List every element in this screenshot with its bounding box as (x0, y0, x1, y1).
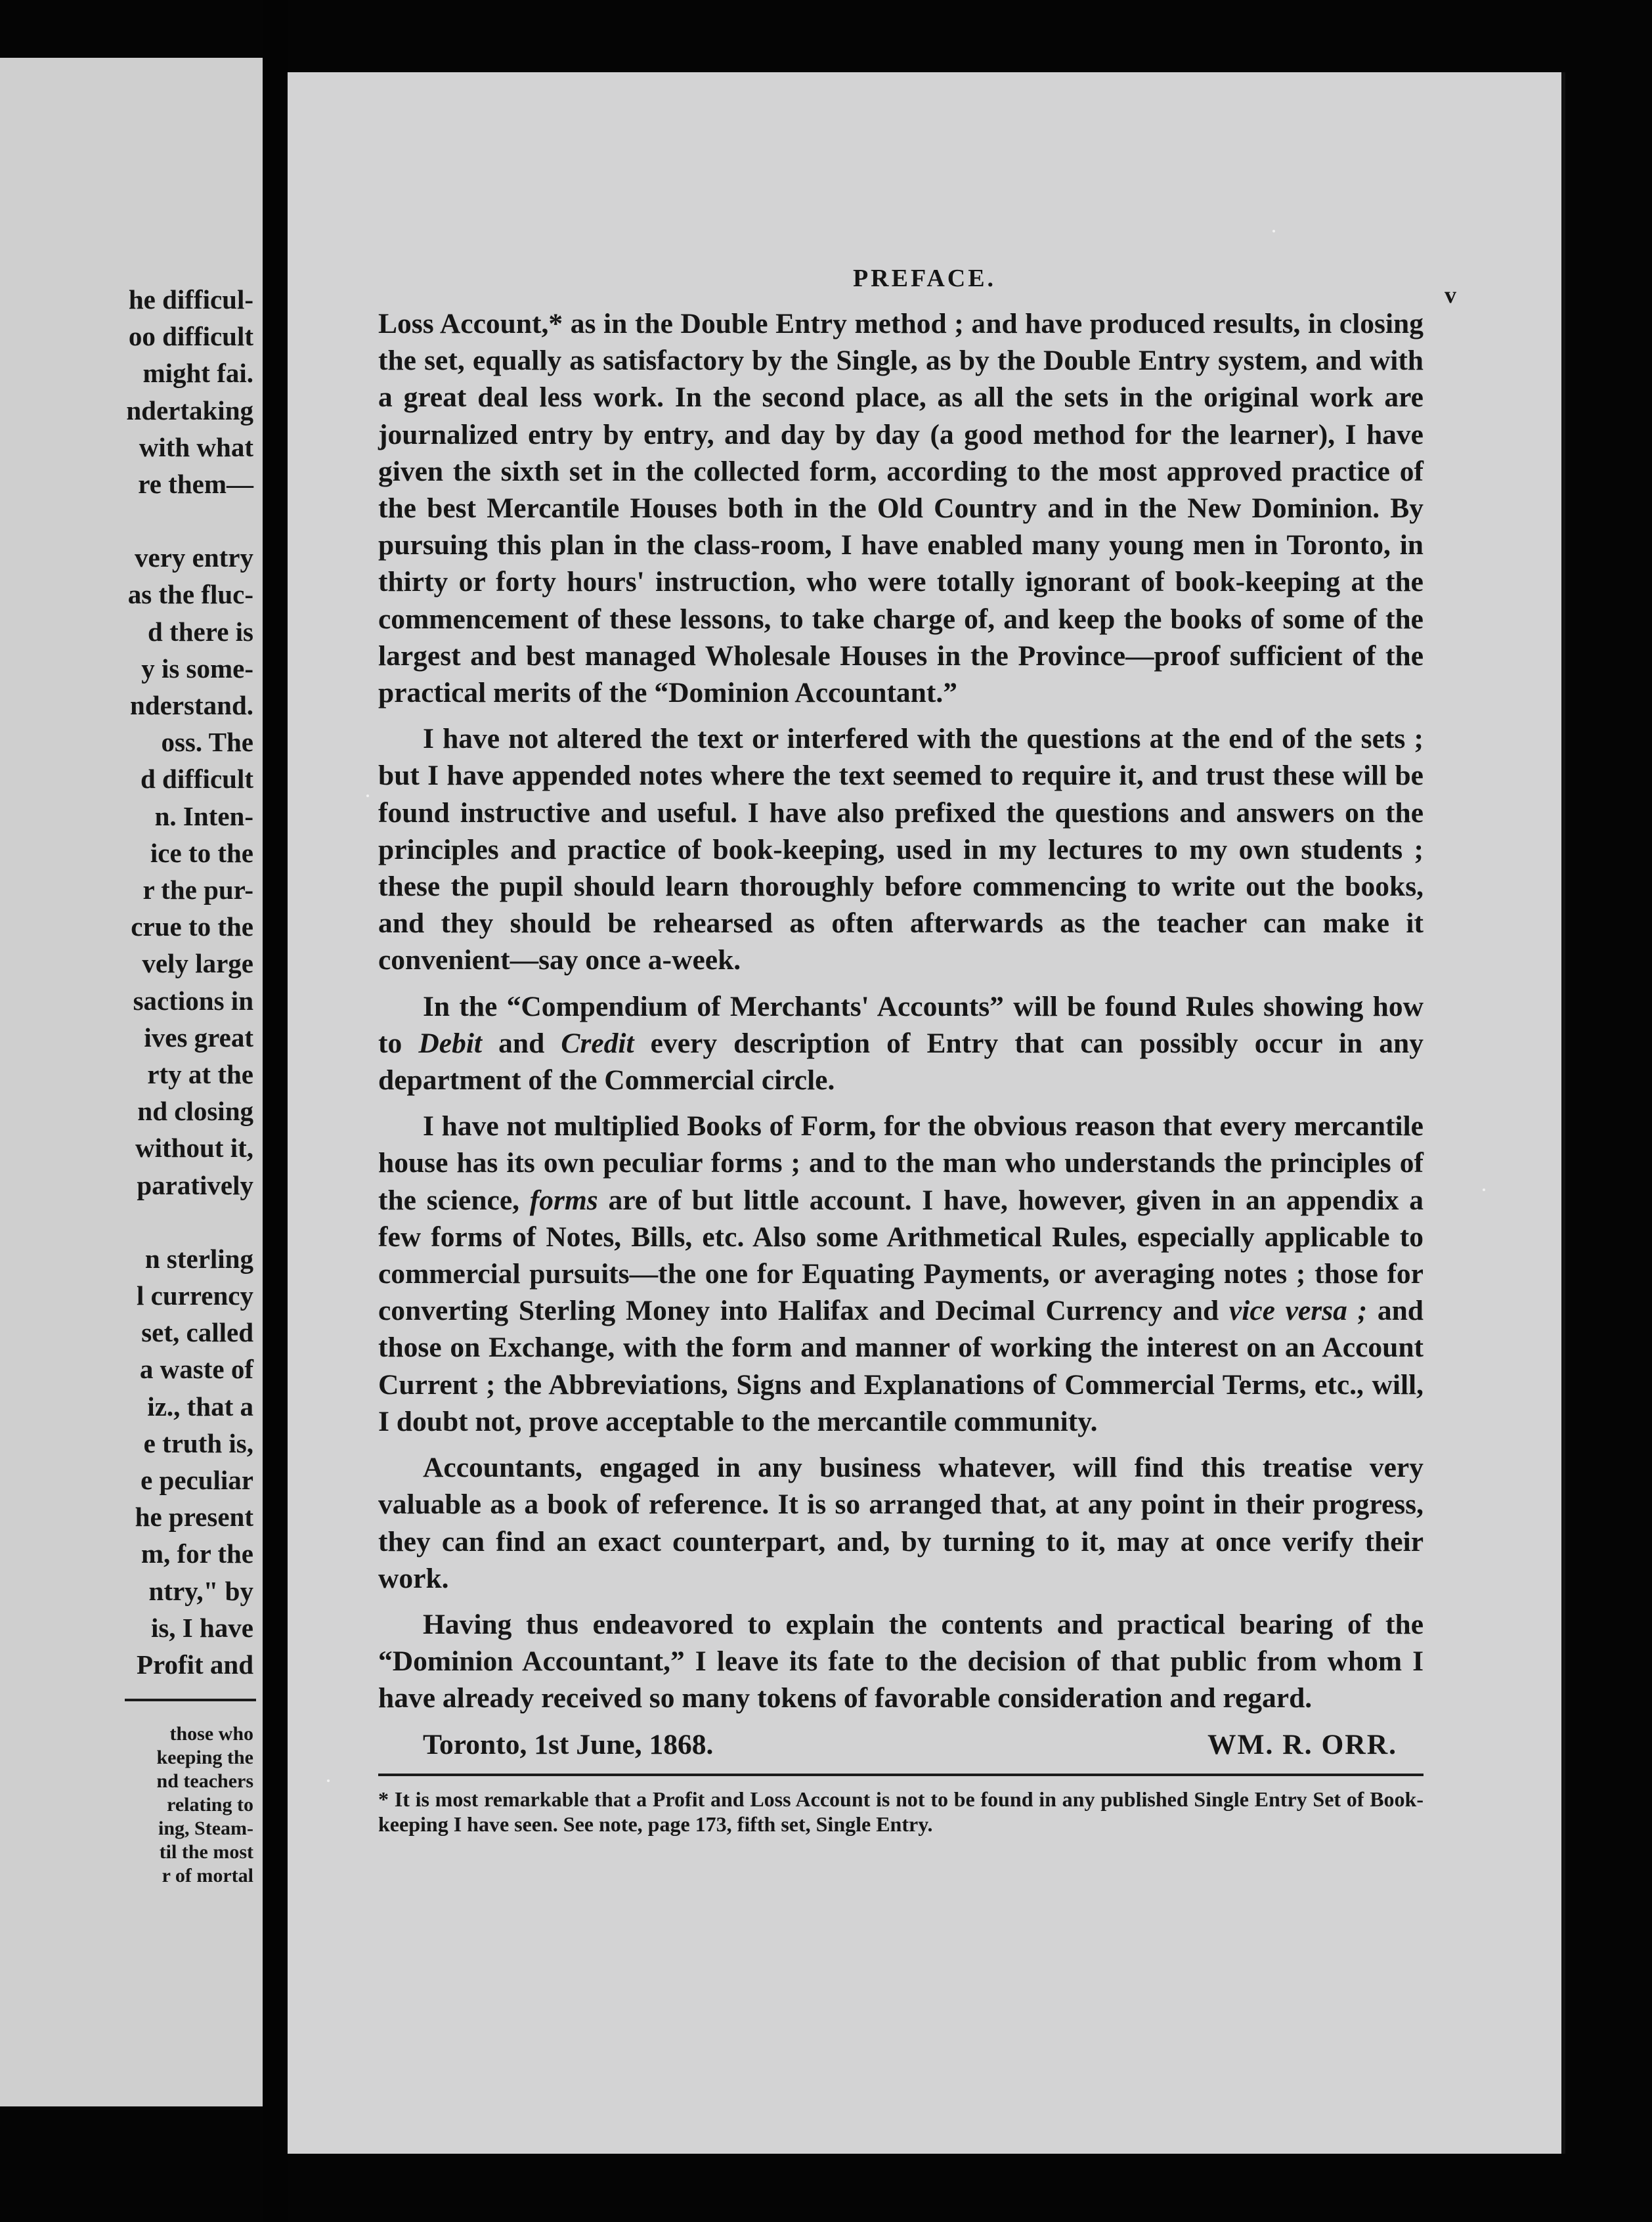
book-gutter (263, 0, 288, 2222)
preface-page (288, 72, 1565, 2154)
left-page-line: with what (139, 431, 253, 462)
left-page-line: oss. The (161, 727, 253, 758)
left-facing-page (0, 58, 263, 2106)
footnote: * It is most remarkable that a Profit and Loss Account is not to be found in any published Single Entry Set of Book-keeping I have seen. See note, page 173, fifth set, Single Entry. (378, 1787, 1424, 1836)
running-head: PREFACE. (852, 265, 997, 292)
left-page-line: n. Inten- (154, 800, 253, 831)
forms-term: forms (529, 1184, 598, 1216)
place-date: Toronto, 1st June, 1868. (423, 1728, 714, 1760)
debit-term: Debit (418, 1027, 483, 1059)
paragraph-5: Accountants, engaged in any business whatever, will find this treatise very valuable as a book of reference. It is so arranged that, at any point in their progress, they can find an exact counterpart, and, by turning to it, may at once verify their work. (378, 1452, 1424, 1594)
left-page-line: nd closing (137, 1096, 253, 1127)
left-page-line: rty at the (147, 1059, 253, 1089)
left-page-line: might fai. (142, 358, 253, 389)
left-page-line: n sterling (144, 1243, 253, 1274)
footnote-rule (378, 1774, 1424, 1776)
paper-speck (366, 795, 369, 797)
paper-speck (1272, 230, 1275, 232)
left-footnote-line: relating to (167, 1794, 253, 1816)
credit-term: Credit (561, 1027, 634, 1059)
paragraph-4-text-b: are of but little account. I have, however, given in an appendix a few forms of Notes, Bills, etc. Also some Arithmetical Rules, especially applicable to commercial pursuits—the one for Equating Payments, or averaging notes ; those for converting Sterling Money into Halifax and Decimal Currency and (378, 1184, 1424, 1327)
left-page-line: re them— (138, 469, 253, 499)
left-page-line: d there is (148, 616, 253, 647)
paragraph-3 (378, 988, 1424, 1099)
paragraph-4 (378, 1108, 1424, 1440)
left-page-line: is, I have (150, 1612, 253, 1643)
left-page-line: d difficult (141, 764, 253, 795)
left-page-line: crue to the (131, 911, 253, 942)
left-page-line: vely large (142, 948, 253, 979)
left-page-line: ice to the (150, 837, 253, 868)
left-page-line: e peculiar (141, 1465, 253, 1495)
left-footnote-line: til the most (159, 1841, 253, 1863)
left-page-line: m, for the (141, 1538, 253, 1569)
preface-body (378, 305, 1424, 1846)
left-footnote-line: ing, Steam- (158, 1818, 253, 1840)
left-page-line: nderstand. (130, 690, 253, 720)
left-page-line: e truth is, (143, 1427, 253, 1458)
paragraph-4-text-a: I have not multiplied Books of Form, for the obvious reason that every mercantile house has its own peculiar forms ; and to the man who understands the principles of the science, (378, 1110, 1424, 1216)
paragraph-4-text-c: and those on Exchange, with the form and manner of working the interest on an Account Current ; the Abbreviations, Signs and Explanations of Commercial Terms, etc., will, I doubt not, prove acceptable to the mercantile community. (378, 1295, 1424, 1437)
paragraph-3-text-a: In the “Compendium of Merchants' Accounts” will be found Rules showing how to (378, 990, 1424, 1059)
left-page-line: iz., that a (147, 1391, 253, 1422)
left-page-line: Profit and (136, 1649, 253, 1680)
paragraph-3-text-b: and (482, 1027, 561, 1059)
left-footnote-line: nd teachers (156, 1770, 253, 1793)
left-page-line: sactions in (133, 985, 253, 1016)
left-page-footnote-rule (125, 1699, 256, 1701)
author-signature: WM. R. ORR. (1207, 1728, 1397, 1760)
left-page-line: a waste of (139, 1354, 253, 1385)
left-page-line: he difficul- (128, 284, 253, 315)
left-page-line: ndertaking (126, 395, 253, 425)
left-page-line: very entry (135, 542, 253, 573)
page-number: v (1445, 282, 1456, 308)
left-page-line: l currency (137, 1280, 253, 1311)
vice-versa-term: vice versa ; (1228, 1295, 1368, 1327)
left-page-line: as the fluc- (127, 579, 253, 610)
left-page-line: ives great (144, 1022, 253, 1053)
paper-speck (327, 1779, 330, 1782)
left-footnote-line: r of mortal (162, 1865, 253, 1887)
paragraph-6: Having thus endeavored to explain the contents and practical bearing of the “Dominion Accountant,” I leave its fate to the decision of that public from whom I have already received so many tokens of favorable consideration and regard. (378, 1608, 1424, 1714)
left-page-line: y is some- (141, 653, 253, 684)
left-page-line: oo difficult (128, 321, 253, 352)
left-page-line: set, called (141, 1317, 253, 1348)
left-footnote-line: keeping the (156, 1747, 253, 1769)
left-page-line: he present (135, 1502, 253, 1533)
left-page-line: without it, (135, 1133, 253, 1164)
paragraph-2: I have not altered the text or interfered with the questions at the end of the sets ; but I have appended notes where the text seemed to require it, and trust these will be found instructive and useful. I have also prefixed the questions and answers on the principles and practice of book-keeping, used in my lectures to my own students ; these the pupil should learn thoroughly before commencing to write out the books, and they should be rehearsed as often afterwards as the teacher can make it convenient—say once a-week. (378, 723, 1424, 976)
left-footnote-line: those who (169, 1723, 253, 1745)
signoff (378, 1726, 1424, 1766)
left-page-line: r the pur- (142, 875, 253, 905)
paper-speck (1483, 1188, 1485, 1191)
left-page-line: ntry," by (148, 1575, 253, 1606)
paragraph-3-text-c: every description of Entry that can possibly occur in any department of the Commercial circle. (378, 1027, 1424, 1097)
left-page-line: paratively (137, 1169, 253, 1200)
paragraph-1: Loss Account,* as in the Double Entry method ; and have produced results, in closing the set, equally as satisfactory by the Single, as by the Double Entry system, and with a great deal less work. In the second place, as all the sets in the original work are journalized entry by entry, and day by day (a good method for the learner), I have given the sixth set in the collected form, according to the most approved practice of the best Mercantile Houses both in the Old Country and in the New Dominion. By pursuing this plan in the class-room, I have enabled many young men in Toronto, in thirty or forty hours' instruction, who were totally ignorant of book-keeping at the commencement of these lessons, to take charge of, and keep the books of some of the largest and best managed Wholesale Houses in the Province—proof sufficient of the practical merits of the “Dominion Accountant.” (378, 308, 1424, 709)
